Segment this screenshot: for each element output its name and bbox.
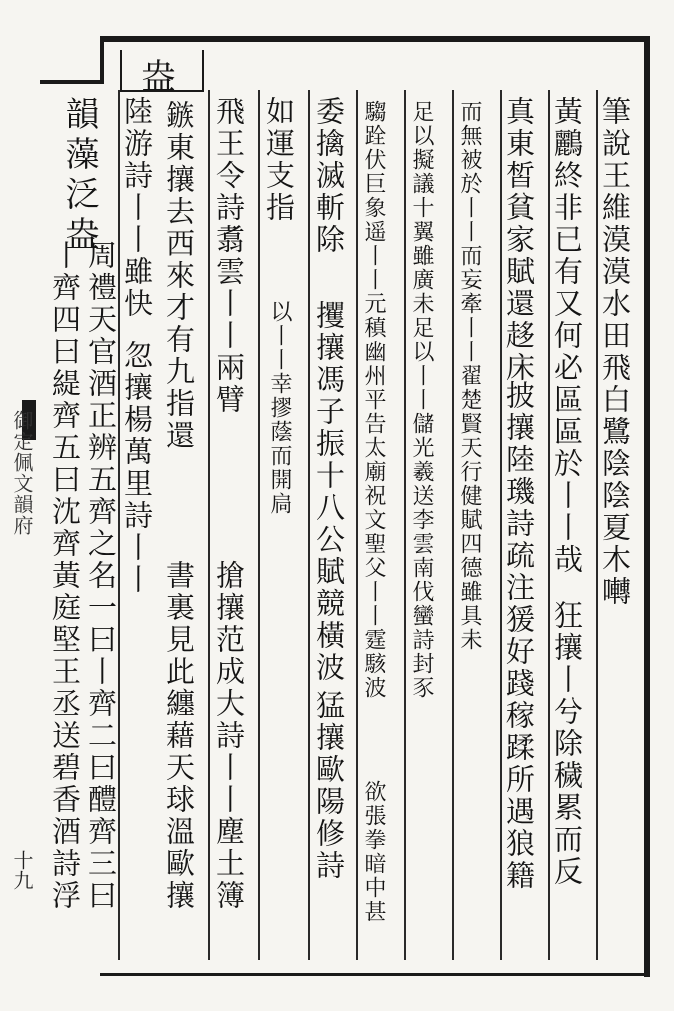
spine-gutter — [0, 60, 40, 960]
heading-char: 盎 — [135, 58, 175, 98]
text-column: 周禮天官酒正辨五齊之名一曰丨齊二曰醴齊三曰 — [84, 240, 118, 912]
text-column: 書裏見此纏藉天球溫歐攘 — [162, 560, 196, 912]
text-column: 狂攘丨兮除穢累而反 — [550, 600, 584, 888]
text-column: 足以擬議十翼雖廣未足以丨丨儲光羲送李雲南伐蠻詩封豕 — [409, 100, 434, 700]
text-column: 搶攘范成大詩丨丨塵土簿 — [212, 560, 246, 912]
frame-left-notch — [100, 36, 104, 80]
text-column: 如運支指 — [262, 96, 296, 224]
column-divider — [308, 90, 310, 960]
text-column: 以丨丨幸摎蔭而開扃 — [267, 300, 292, 516]
text-column: 鏃東攘去西來才有九指還 — [162, 100, 196, 452]
text-column: 真東皙貧家賦還趍床 — [502, 96, 536, 384]
text-column: 委擒滅斬除 — [312, 96, 346, 256]
text-column: 黃鸝終非已有又何必區區於丨丨哉 — [550, 96, 584, 576]
frame-left-notch-horizontal — [40, 80, 104, 84]
frame-top-border — [100, 36, 650, 42]
frame-bottom-border — [100, 973, 650, 976]
text-column: 騶跧伏巨象遥丨丨元稹幽州平告太廟祝文聖父丨丨霆駭波 — [361, 100, 386, 700]
frame-right-border — [644, 36, 650, 977]
text-column: 攫攘馮子振十八公賦競橫波 — [312, 300, 346, 684]
text-column: 猛攘歐陽修詩 — [312, 690, 346, 882]
text-column: 丨齊四曰緹齊五曰沈齊黃庭堅王丞送碧香酒詩浮 — [48, 240, 82, 912]
page-number: 十九 — [10, 850, 34, 890]
column-divider — [452, 90, 454, 960]
text-column: 筆說王維漠漠水田飛白鷺陰陰夏木囀 — [598, 96, 632, 608]
text-column: 而無被於丨丨而妄牽丨丨翟楚賢天行健賦四德雖具未 — [457, 100, 482, 652]
column-divider — [404, 90, 406, 960]
column-divider — [258, 90, 260, 960]
text-column: 忽攘楊萬里詩丨丨 — [120, 340, 154, 596]
text-column: 陸游詩丨丨雖快 — [120, 96, 154, 320]
column-divider — [208, 90, 210, 960]
text-column: 披攘陸璣詩疏注猨好踐稼蹂所遇狼籍 — [502, 380, 536, 892]
column-divider — [356, 90, 358, 960]
text-column: 欲張拳暗中甚 — [361, 780, 386, 924]
spine-title: 御定佩文韻府 — [10, 410, 34, 536]
text-column: 飛王令詩翥雲丨丨兩臂 — [212, 96, 246, 416]
entry-heading: 韻藻泛盎 — [59, 96, 99, 256]
